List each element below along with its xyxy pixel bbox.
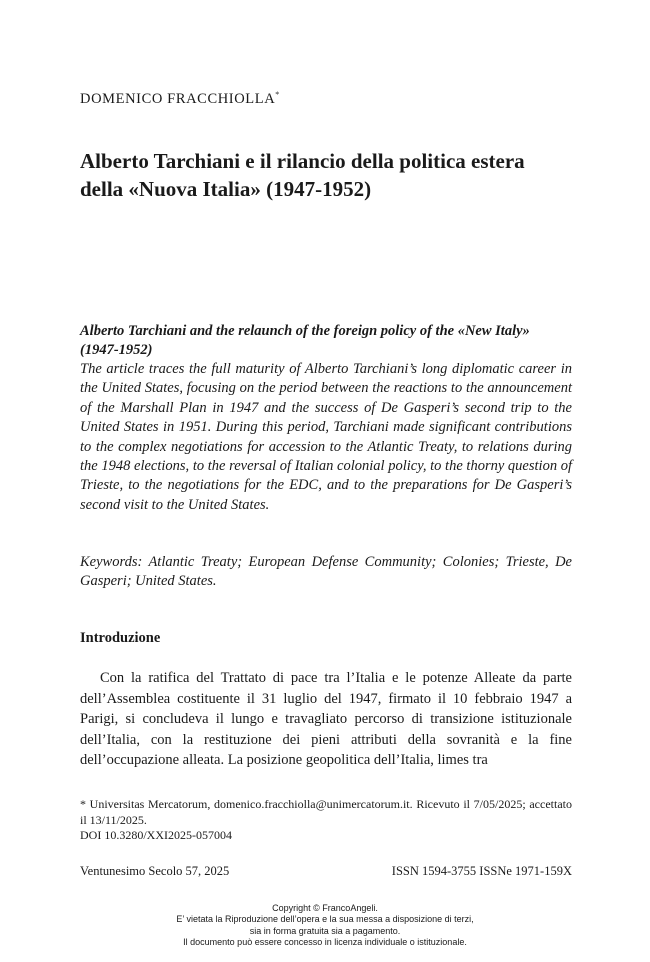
author-name-text: DOMENICO FRACCHIOLLA (80, 90, 276, 107)
author-footnote-marker: * (275, 90, 280, 99)
footnote-affiliation: * Universitas Mercatorum, domenico.fracchiolla@unimercatorum.it. Ricevuto il 7/05/2025; accettato il 13/11/2025. (80, 797, 572, 827)
keywords: Keywords: Atlantic Treaty; European Defense Community; Colonies; Trieste, De Gasperi; United States. (80, 554, 572, 590)
copyright-notice (0, 903, 650, 949)
section-heading: Introduzione (80, 630, 161, 646)
journal-citation: Ventunesimo Secolo 57, 2025 (80, 864, 230, 878)
copyright-line: Copyright © FrancoAngeli. (272, 903, 378, 913)
author-name (80, 90, 279, 108)
body-paragraph: Con la ratifica del Trattato di pace tra l’Italia e le potenze Alleate da parte dell’Assemblea costituente il 31 luglio del 1947, firmato il 10 febbraio 1947 a Parigi, si concludeva il lungo e travagliato percorso di transizione istituzionale dell’Italia, con la restituzione dei pieni attributi della sovranità e la fine dell’occupazione alleata. La posizione geopolitica dell’Italia, limes tra (80, 670, 572, 769)
footnote (80, 797, 572, 844)
article-title: Alberto Tarchiani e il rilancio della politica estera della «Nuova Italia» (1947-1952) (80, 149, 525, 201)
footnote-doi: DOI 10.3280/XXI2025-057004 (80, 828, 232, 843)
abstract-title: Alberto Tarchiani and the relaunch of the foreign policy of the «New Italy» (1947-1952) (80, 323, 530, 358)
copyright-line: E’ vietata la Riproduzione dell’opera e la sua messa a disposizione di terzi, (176, 914, 474, 925)
copyright-line: sia in forma gratuita sia a pagamento. (249, 925, 401, 936)
copyright-line: Il documento può essere concesso in licenza individuale o istituzionale. (183, 937, 467, 948)
issn: ISSN 1594-3755 ISSNe 1971-159X (391, 864, 572, 878)
abstract-text: The article traces the full maturity of Alberto Tarchiani’s long diplomatic career in the United States, focusing on the period between the reactions to the announcement of the Marshall Plan in 1947 and the success of De Gasperi’s second trip to the United States in 1951. During this period, Tarchiani made significant contributions to the complex negotiations for accession to the Atlantic Treaty, to relations during the 1948 elections, to the reversal of Italian colonial policy, to the thorny question of Trieste, to the negotiations for the EDC, and to the preparations for De Gasperi’s second visit to the United States. (80, 361, 572, 513)
